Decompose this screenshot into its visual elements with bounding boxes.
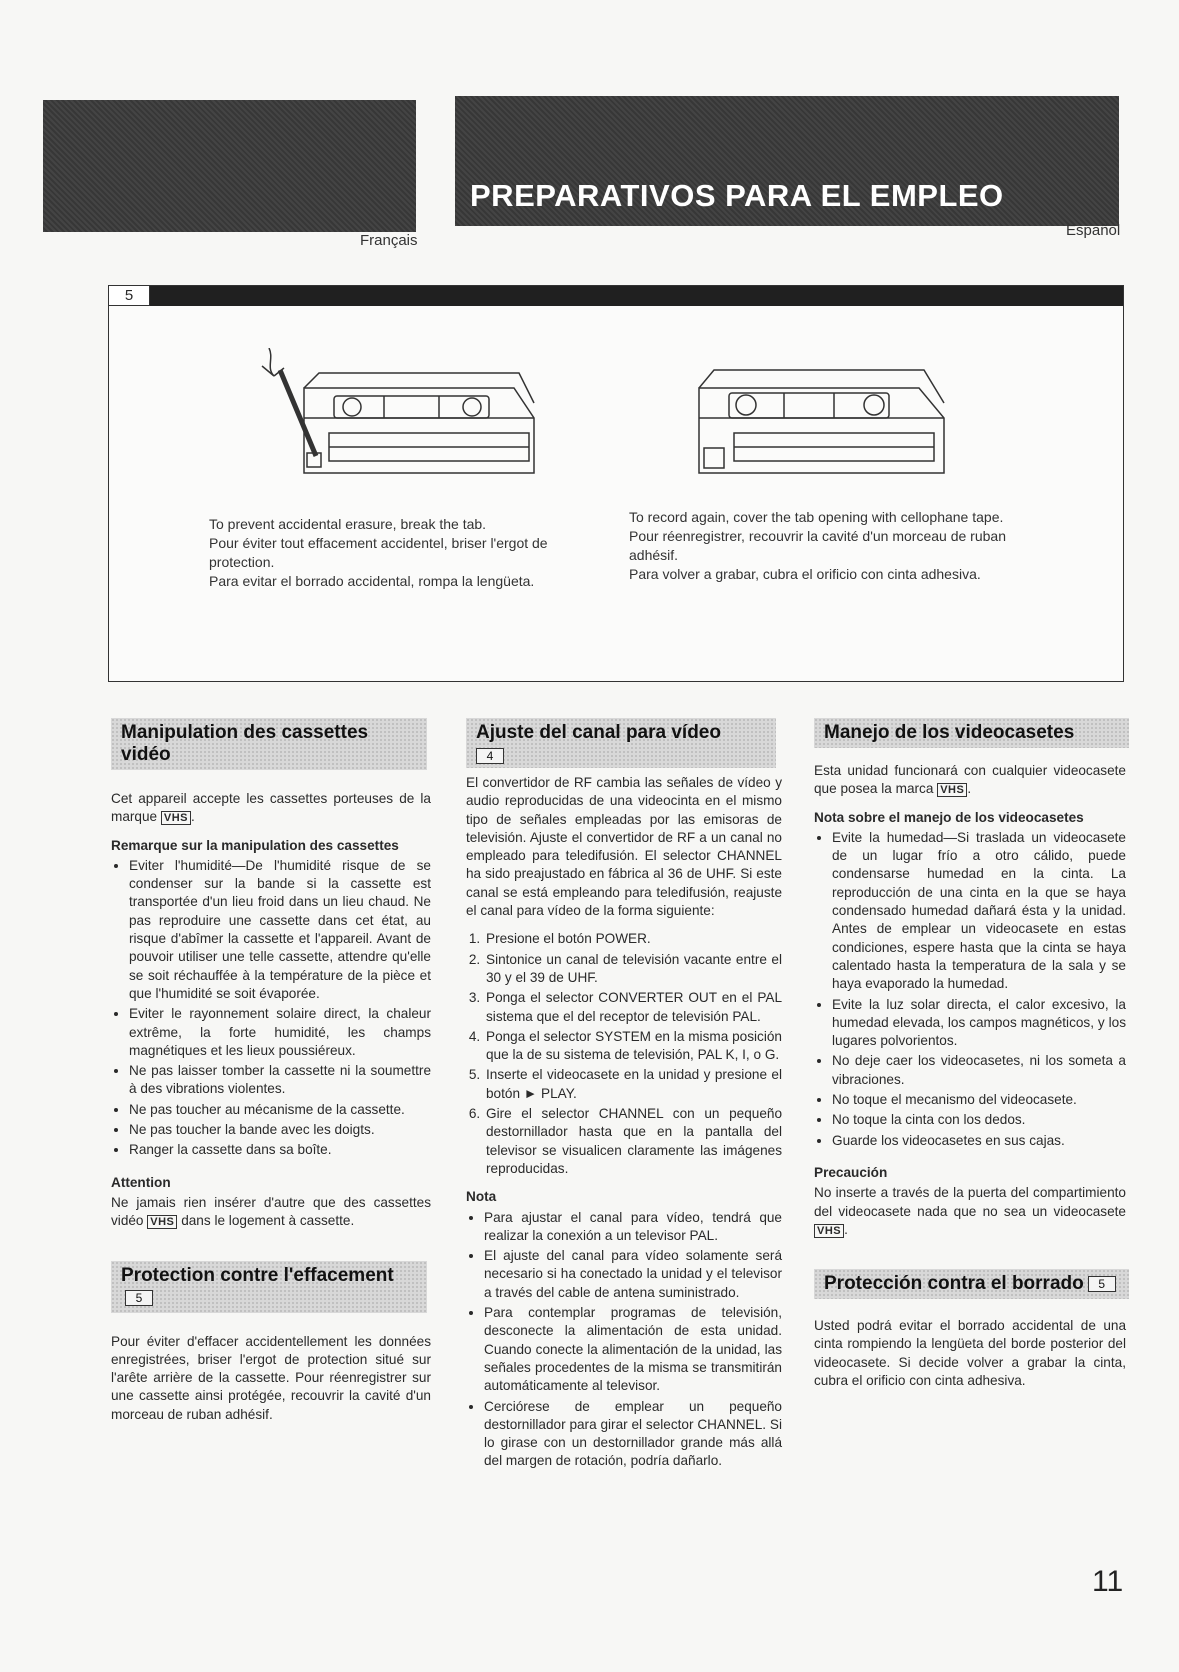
step-item: 6. Gire el selector CHANNEL con un pequeño destornillador hasta que en la pantalla del televisor se visualicen claramente las imágenes reproducidas. [484, 1105, 782, 1178]
caption-line-fr: Pour réenregistrer, recouvrir la cavité d'un morceau de ruban adhésif. [629, 528, 1006, 563]
vhs-logo: VHS [937, 783, 967, 797]
list-item: • Para contemplar programas de televisión, desconecte la alimentación de esta unidad. Cuando conecte la alimentación de la unidad, las señales procedentes de la misma se transmitirán automáticamente al televisor. [484, 1304, 782, 1395]
list-item: • Ne pas toucher au mécanisme de la cassette. [129, 1101, 431, 1119]
protection-paragraph: Pour éviter d'effacer accidentellement les données enregistrées, briser l'ergot de protection situé sur l'arête arrière de la cassette. Pour réenregistrer sur une cassette ainsi protégée, recouvrir la cavité d'un morceau de ruban adhésif. [111, 1333, 431, 1422]
intro-paragraph [111, 790, 431, 827]
caption-line-es: Para evitar el borrado accidental, rompa la lengüeta. [209, 573, 535, 589]
caption-prevent-erasure [209, 515, 609, 591]
caption-line-en: To record again, cover the tab opening with cellophane tape. [629, 509, 1004, 525]
figure-ref: 4 [476, 748, 504, 764]
list-item: • Ne pas laisser tomber la cassette ni la soumettre à des vibrations violentes. [129, 1062, 431, 1099]
figure-ref: 5 [125, 1290, 153, 1306]
nota-title: Nota [466, 1189, 497, 1205]
list-item: • Eviter l'humidité—De l'humidité risque de se condenser sur la bande si la cassette est transportée d'un lieu froid dans un lieu chaud. Ne pas reproduire une cassette dans cet état, au risque d'abîmer la cassette et l'appareil. Avant de pouvoir utiliser une telle cassette, attendre qu'elle se soit réchauffée à la température de la pièce et que l'humidité se soit évaporée. [129, 857, 431, 1003]
proteccion-paragraph: Usted podrá evitar el borrado accidental de una cinta rompiendo la lengüeta del borde posterior del videocasete. Si decide volver a grabar la cinta, cubra el orificio con cinta adhesiva. [814, 1318, 1126, 1389]
list-item: • Eviter le rayonnement solaire direct, la chaleur extrême, la forte humidité, les champs magnétiques et les lieux poussiéreux. [129, 1005, 431, 1060]
caption-line-en: To prevent accidental erasure, break the tab. [209, 516, 487, 532]
vhs-logo: VHS [147, 1215, 177, 1229]
attention-paragraph [111, 1194, 431, 1231]
list-item: • Cerciórese de emplear un pequeño destornillador para girar el selector CHANNEL. Si lo girase con un destornillador grande más allá del margen de rotación, podría dañarlo. [484, 1398, 782, 1471]
list-item: • No deje caer los videocasetes, ni los someta a vibraciones. [832, 1052, 1126, 1089]
manejo-intro [814, 762, 1126, 799]
language-label-french: Français [360, 232, 418, 249]
section-heading-ajuste [466, 718, 776, 768]
list-item: • El ajuste del canal para vídeo solamente será necesario si ha conectado la unidad y el televisor a través del cable de antena suministrado. [484, 1247, 782, 1302]
list-item: • Evite la luz solar directa, el calor excesivo, la humedad elevada, los campos magnéticos, y los lugares polvorientos. [832, 996, 1126, 1051]
list-item: • No toque el mecanismo del videocasete. [832, 1091, 1126, 1109]
section-heading-manipulation: Manipulation des cassettes vidéo [111, 718, 427, 770]
remarks-list [111, 857, 431, 1160]
notes-list [466, 1209, 782, 1471]
column-channel-adjust [466, 718, 782, 1481]
figure-ref: 5 [1088, 1276, 1116, 1292]
precaucion-title: Precaución [814, 1164, 888, 1180]
attention-title: Attention [111, 1174, 171, 1190]
section-heading-manejo: Manejo de los videocasetes [814, 718, 1129, 748]
figure-header-bar [109, 286, 1123, 306]
caption-line-fr: Pour éviter tout effacement accidentel, briser l'ergot de protection. [209, 535, 548, 570]
section-heading-protection [111, 1261, 427, 1313]
precaucion-paragraph [814, 1184, 1126, 1239]
language-label-spanish: Español [1066, 222, 1121, 239]
precaucion-text: No inserte a través de la puerta del compartimiento del videocasete nada que no sea un videocasete [814, 1185, 1126, 1219]
manejo-notes-list [814, 829, 1126, 1150]
list-item: • No toque la cinta con los dedos. [832, 1111, 1126, 1129]
vhs-logo: VHS [161, 811, 191, 825]
figure-box [108, 285, 1124, 682]
steps-list [466, 930, 782, 1178]
proteccion-heading-text: Protección contra el borrado [824, 1273, 1084, 1295]
header-left-band [43, 100, 416, 232]
intro-end: . [967, 781, 972, 797]
ajuste-intro: El convertidor de RF cambia las señales de vídeo y audio reproducidas de una videocinta en el mismo tipo de señales empleadas por las emisoras de televisión. Ajuste el convertidor de RF a un canal no empleado para teledifusión. El selector CHANNEL ha sido preajustado en fábrica al 36 de UHF. Si este canal se está empleando para teledifusión, reajuste el canal para vídeo de la forma siguiente: [466, 775, 782, 919]
page-number: 11 [1092, 1565, 1124, 1598]
section-heading-proteccion [814, 1269, 1129, 1299]
intro-text: Esta unidad funcionará con cualquier videocasete que posea la marca [814, 763, 1126, 797]
cassette-break-tab-illustration [244, 348, 574, 488]
protection-heading-text: Protection contre l'effacement [121, 1264, 394, 1286]
caption-record-again [629, 508, 1049, 584]
precaucion-end: . [844, 1221, 848, 1237]
column-french [111, 718, 431, 1434]
list-item: • Ranger la cassette dans sa boîte. [129, 1141, 431, 1159]
page-title: PREPARATIVOS PARA EL EMPLEO [470, 178, 1004, 213]
vhs-logo: VHS [814, 1224, 844, 1238]
list-item: • Ne pas toucher la bande avec les doigts. [129, 1121, 431, 1139]
figure-number: 5 [109, 286, 150, 306]
nota-manejo-title: Nota sobre el manejo de los videocasetes [814, 809, 1084, 825]
intro-end: . [191, 809, 195, 825]
caption-line-es: Para volver a grabar, cubra el orificio con cinta adhesiva. [629, 566, 981, 582]
ajuste-heading-text: Ajuste del canal para vídeo [476, 722, 721, 743]
cassette-cover-tab-illustration [674, 348, 964, 488]
attention-end: dans le logement à cassette. [181, 1213, 355, 1229]
step-item: 5. Inserte el videocasete en la unidad y presione el botón ► PLAY. [484, 1066, 782, 1103]
list-item: • Evite la humedad—Si traslada un videocasete de un lugar frío a otro cálido, puede condensarse humedad en la cinta. La reproducción de una cinta en la que se haya condensado humedad dañará ésta y la unidad. Antes de emplear un videocasete en estas condiciones, espere hasta que la cinta se haya calentado hasta la temperatura de la sala y se haya evaporado la humedad. [832, 829, 1126, 994]
column-spanish-handling [814, 718, 1126, 1400]
remarks-title: Remarque sur la manipulation des cassettes [111, 837, 399, 853]
step-item: 3. Ponga el selector CONVERTER OUT en el PAL sistema que el del receptor de televisión PAL. [484, 989, 782, 1026]
step-item: 2. Sintonice un canal de televisión vacante entre el 30 y el 39 de UHF. [484, 951, 782, 988]
list-item: • Guarde los videocasetes en sus cajas. [832, 1132, 1126, 1150]
intro-text: Cet appareil accepte les cassettes porteuses de la marque [111, 791, 431, 825]
attention-text: Ne jamais rien insérer d'autre que des cassettes vidéo [111, 1194, 431, 1229]
step-item: 1. Presione el botón POWER. [484, 930, 782, 948]
step-item: 4. Ponga el selector SYSTEM en la misma posición que la de su sistema de televisión, PAL K, I, o G. [484, 1028, 782, 1065]
list-item: • Para ajustar el canal para vídeo, tendrá que realizar la conexión a un televisor PAL. [484, 1209, 782, 1246]
